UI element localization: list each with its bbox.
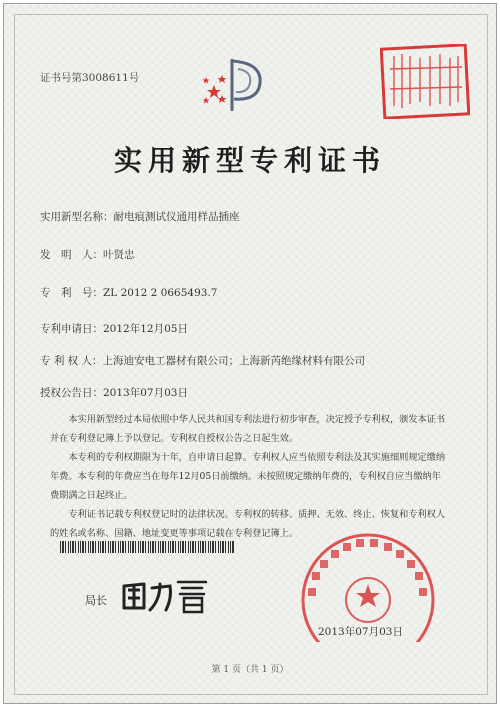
field-label: 专 利 权 人： [40,355,103,367]
body-paragraph: 本专利的专利权期限为十年，自申请日起算。专利权人应当依照专利法及其实施细则规定缴纳年费。本专利的年费应当在每年12月05日前缴纳。未按照规定缴纳年费的，专利权自应当缴纳年费期满之日起终止。 [50,452,446,501]
page-footer: 第 1 页（共 1 页） [211,665,289,675]
field-patent-number [40,285,217,300]
patent-office-logo-icon [200,55,280,119]
field-value: 2013年07月03日 [103,387,188,399]
field-label: 授权公告日： [40,387,103,399]
stamp-date: 2013年07月03日 [318,626,403,638]
field-value: 上海迪安电工器材有限公司；上海新芮绝缘材料有限公司 [102,355,366,367]
field-utility-model-name [40,209,240,224]
field-label: 实用新型名称： [40,211,114,223]
field-label: 专利申请日： [40,323,103,335]
body-paragraph: 本实用新型经过本局依照中华人民共和国专利法进行初步审查，决定授予专利权，颁发本证书并在专利登记簿上予以登记。专利权自授权公告之日起生效。 [50,414,446,444]
field-patentee [40,353,365,368]
certificate-body-text [50,410,450,543]
field-value: 2012年12月05日 [103,323,188,335]
director-label: 局长 [85,594,107,607]
field-filing-date [40,321,188,336]
top-right-seal-icon [380,44,470,123]
field-label: 发 明 人： [40,249,103,261]
field-value: 耐电痕测试仪通用样品插座 [113,211,240,223]
field-label: 专 利 号： [40,287,103,299]
certificate-title: 实用新型专利证书 [113,144,386,177]
barcode-icon [60,541,235,553]
body-paragraph: 专利证书记载专利权登记时的法律状况。专利权的转移、质押、无效、终止、恢复和专利权人的姓名或名称、国籍、地址变更等事项记载在专利登记簿上。 [50,509,446,539]
field-announcement-date [40,385,188,400]
certificate-number: 证书号第3008611号 [40,72,140,84]
field-value: ZL 2012 2 0665493.7 [103,287,218,299]
field-value: 叶贤忠 [103,249,135,261]
field-inventor [40,247,135,262]
director-signature-icon [120,576,210,620]
